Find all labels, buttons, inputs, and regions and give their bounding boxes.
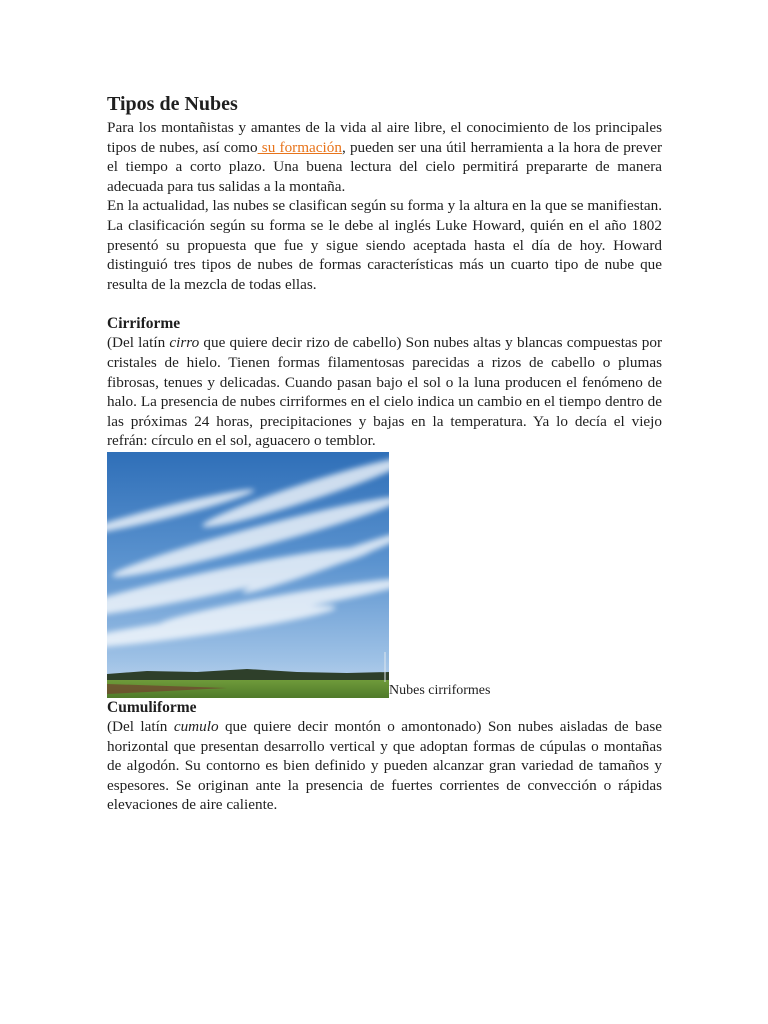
intro-text-before-link: Para los montañistas y amantes de la vida al aire libre, el conocimiento de los principales tipos de nubes, así como <box>107 119 662 156</box>
figure-caption: Nubes cirriformes <box>389 682 491 698</box>
cirriforme-text-start: (Del latín <box>107 334 170 352</box>
cirriforme-paragraph <box>107 333 662 451</box>
cirriforme-heading: Cirriforme <box>107 315 181 333</box>
intro-paragraph-1 <box>107 118 662 196</box>
su-formacion-link[interactable]: su formación <box>257 138 342 156</box>
document-page <box>107 92 662 815</box>
cirrus-clouds-photo <box>107 452 389 698</box>
intro-paragraph-2: En la actualidad, las nubes se clasifican según su forma y la altura en la que se manifiestan. La clasificación según su forma se le debe al inglés Luke Howard, quién en el año 1802 presentó su propuesta que fue y sigue siendo aceptada hasta el día de hoy. Howard distinguió tres tipos de nubes de formas características más un cuarto tipo de nube que resulta de la mezcla de todas ellas. <box>107 197 662 293</box>
cumuliforme-text-rest: que quiere decir montón o amontonado) Son nubes aisladas de base horizontal que presentan desarrollo vertical y que adoptan formas de cúpulas o montañas de algodón. Su contorno es bien definido y pueden alcanzar gran variedad de tamaños y espesores. Se originan ante la presencia de fuertes corrientes de convección o rápidas elevaciones de aire caliente. <box>107 717 663 814</box>
cumuliforme-text-start: (Del latín <box>107 717 174 735</box>
cumuliforme-heading: Cumuliforme <box>107 698 197 716</box>
cirriforme-latin-term: cirro <box>169 334 200 352</box>
cirriforme-text-rest: que quiere decir rizo de cabello) Son nubes altas y blancas compuestas por cristales de hielo. Tienen formas filamentosas parecidas a rizos de cabello o plumas fibrosas, tenues y delicadas. Cuando pasan bajo el sol o la luna producen el fenómeno de halo. La presencia de nubes cirriformes en el cielo indica un cambio en el tiempo dentro de las próximas 24 horas, precipitaciones y bajas en la temperatura. Ya lo decía el viejo refrán: círculo en el sol, aguacero o temblor. <box>107 334 663 450</box>
cumuliforme-paragraph <box>107 717 662 815</box>
cirrus-figure <box>107 452 662 698</box>
cumuliforme-latin-term: cumulo <box>173 717 219 735</box>
page-title: Tipos de Nubes <box>107 93 238 115</box>
intro-text-after-link: , pueden ser una útil herramienta a la hora de prever el tiempo a corto plazo. Una buena lectura del cielo permitirá prepararte de manera adecuada para tus salidas a la montaña. <box>107 138 662 195</box>
